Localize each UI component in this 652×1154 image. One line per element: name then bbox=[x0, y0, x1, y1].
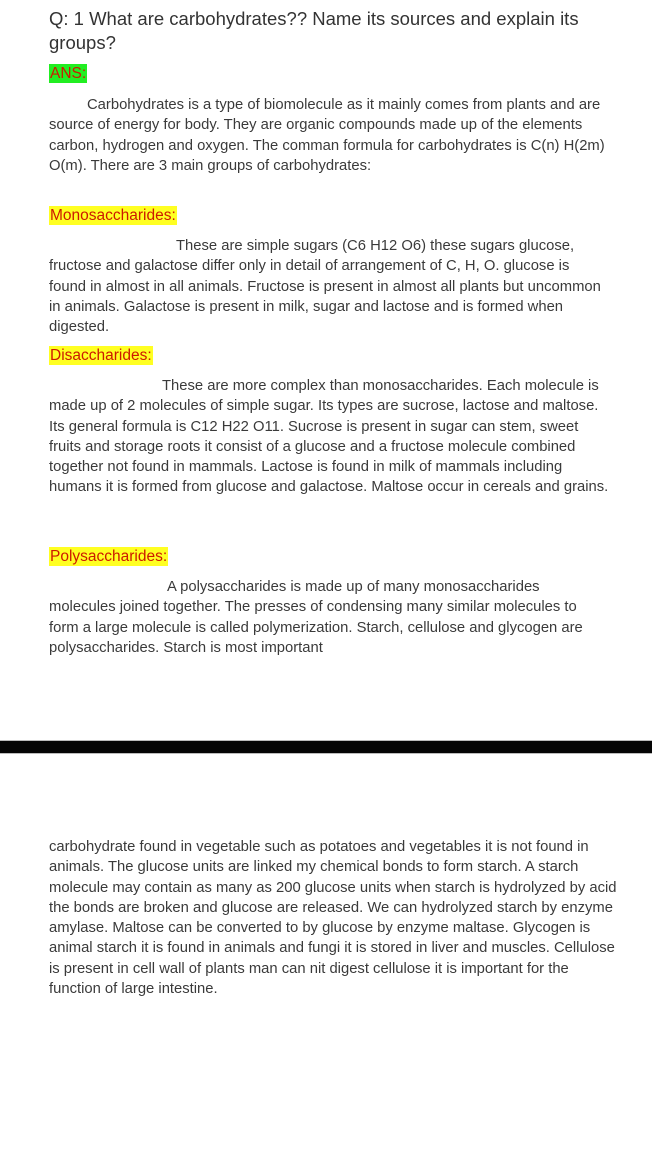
disaccharides-paragraph: These are more complex than monosaccharides. Each molecule is made up of 2 molecules of simple sugar. Its types are sucrose, lactose and maltose. Its general formula is C12 H22 O11. Sucrose is present in sugar can stem, sweet fruits and storage roots it consist of a glucose and a fructose molecule combined together not found in mammals. Lactose is found in milk of mammals including humans it is formed from glucose and galactose. Maltose occur in cereals and grains. bbox=[49, 378, 609, 496]
answer-label: ANS: bbox=[50, 65, 87, 82]
page-break-separator bbox=[0, 740, 652, 754]
monosaccharides-paragraph: These are simple sugars (C6 H12 O6) these sugars glucose, fructose and galactose differ only in detail of arrangement of C, H, O. glucose is found in almost in all animals. Fructose is present in almost all plants but uncommon in animals. Galactose is present in milk, sugar and lactose and is formed when digested. bbox=[49, 238, 601, 336]
polysaccharides-heading: Polysaccharides: bbox=[50, 548, 168, 565]
document-page-2 bbox=[0, 754, 652, 1154]
polysaccharides-paragraph: A polysaccharides is made up of many monosaccharides molecules joined together. The presses of condensing many similar molecules to form a large molecule is called polymerization. Starch, cellulose and glycogen are polysaccharides. Starch is most important bbox=[49, 579, 583, 656]
monosaccharides-heading: Monosaccharides: bbox=[50, 207, 176, 224]
continuation-paragraph: carbohydrate found in vegetable such as potatoes and vegetables it is not found in animals. The glucose units are linked my chemical bonds to form starch. A starch molecule may contain as many as 200 glucose units when starch is hydrolyzed by acid the bonds are broken and glucose are released. We can hydrolyzed starch by enzyme amylase. Maltose can be converted to by glucose by enzyme maltase. Glycogen is animal starch it is found in animals and fungi it is stored in liver and muscles. Cellulose is present in cell wall of plants man can nit digest cellulose it is important for the function of large intestine. bbox=[49, 839, 617, 998]
question-heading: Q: 1 What are carbohydrates?? Name its sources and explain its groups? bbox=[49, 8, 579, 53]
intro-paragraph: Carbohydrates is a type of biomolecule as it mainly comes from plants and are source of energy for body. They are organic compounds made up of the elements carbon, hydrogen and oxygen. The comman formula for carbohydrates is C(n) H(2m) O(m). There are 3 main groups of carbohydrates: bbox=[49, 97, 605, 174]
disaccharides-heading: Disaccharides: bbox=[50, 347, 152, 364]
